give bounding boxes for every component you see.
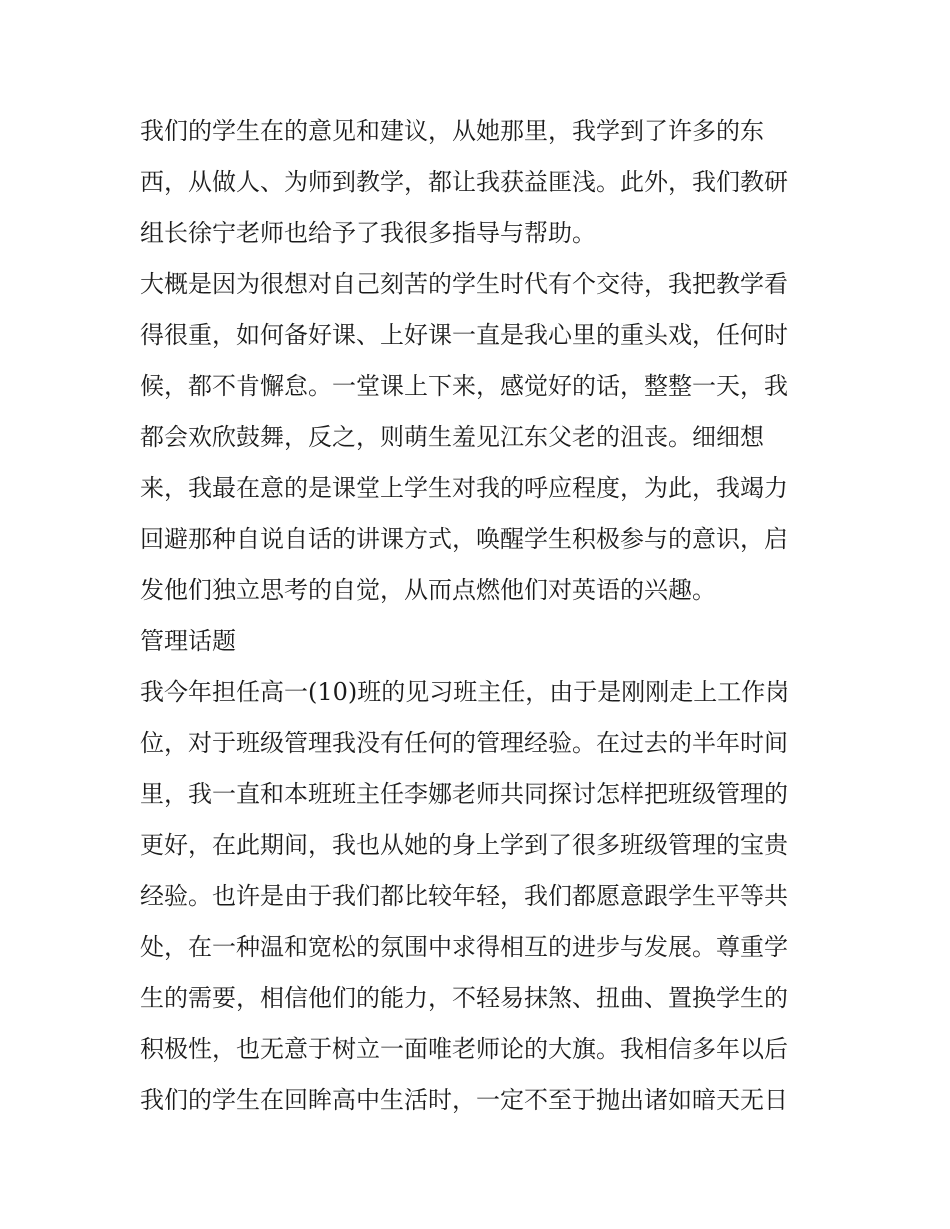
text-line: 更好，在此期间，我也从她的身上学到了很多班级管理的宝贵 (140, 831, 788, 859)
text-line: 发他们独立思考的自觉，从而点燃他们对英语的兴趣。 (140, 576, 716, 604)
text-line: 得很重，如何备好课、上好课一直是我心里的重头戏，任何时 (140, 321, 788, 349)
text-line: 处，在一种温和宽松的氛围中求得相互的进步与发展。尊重学 (140, 933, 788, 961)
text-line: 西，从做人、为师到教学，都让我获益匪浅。此外，我们教研 (140, 168, 788, 196)
text-line: 生的需要，相信他们的能力，不轻易抹煞、扭曲、置换学生的 (140, 984, 788, 1012)
text-line: 来，我最在意的是课堂上学生对我的呼应程度，为此，我竭力 (140, 474, 788, 502)
text-line: 我们的学生在回眸高中生活时，一定不至于抛出诸如暗天无日 (140, 1086, 788, 1114)
text-line: 候，都不肯懈怠。一堂课上下来，感觉好的话，整整一天，我 (140, 372, 788, 400)
text-line: 组长徐宁老师也给予了我很多指导与帮助。 (140, 219, 596, 247)
text-line: 回避那种自说自话的讲课方式，唤醒学生积极参与的意识，启 (140, 525, 788, 553)
text-line: 里，我一直和本班班主任李娜老师共同探讨怎样把班级管理的 (140, 780, 788, 808)
text-line: 经验。也许是由于我们都比较年轻，我们都愿意跟学生平等共 (140, 882, 788, 910)
text-line: 大概是因为很想对自己刻苦的学生时代有个交待，我把教学看 (140, 270, 788, 298)
section-heading: 管理话题 (140, 627, 236, 655)
text-line: 位，对于班级管理我没有任何的管理经验。在过去的半年时间 (140, 729, 788, 757)
text-line: 积极性，也无意于树立一面唯老师论的大旗。我相信多年以后 (140, 1035, 788, 1063)
text-line: 我们的学生在的意见和建议，从她那里，我学到了许多的东 (140, 117, 764, 145)
text-line: 都会欢欣鼓舞，反之，则萌生羞见江东父老的沮丧。细细想 (140, 423, 764, 451)
document-page (140, 106, 820, 1126)
text-line: 我今年担任高一(10)班的见习班主任，由于是刚刚走上工作岗 (140, 678, 790, 706)
